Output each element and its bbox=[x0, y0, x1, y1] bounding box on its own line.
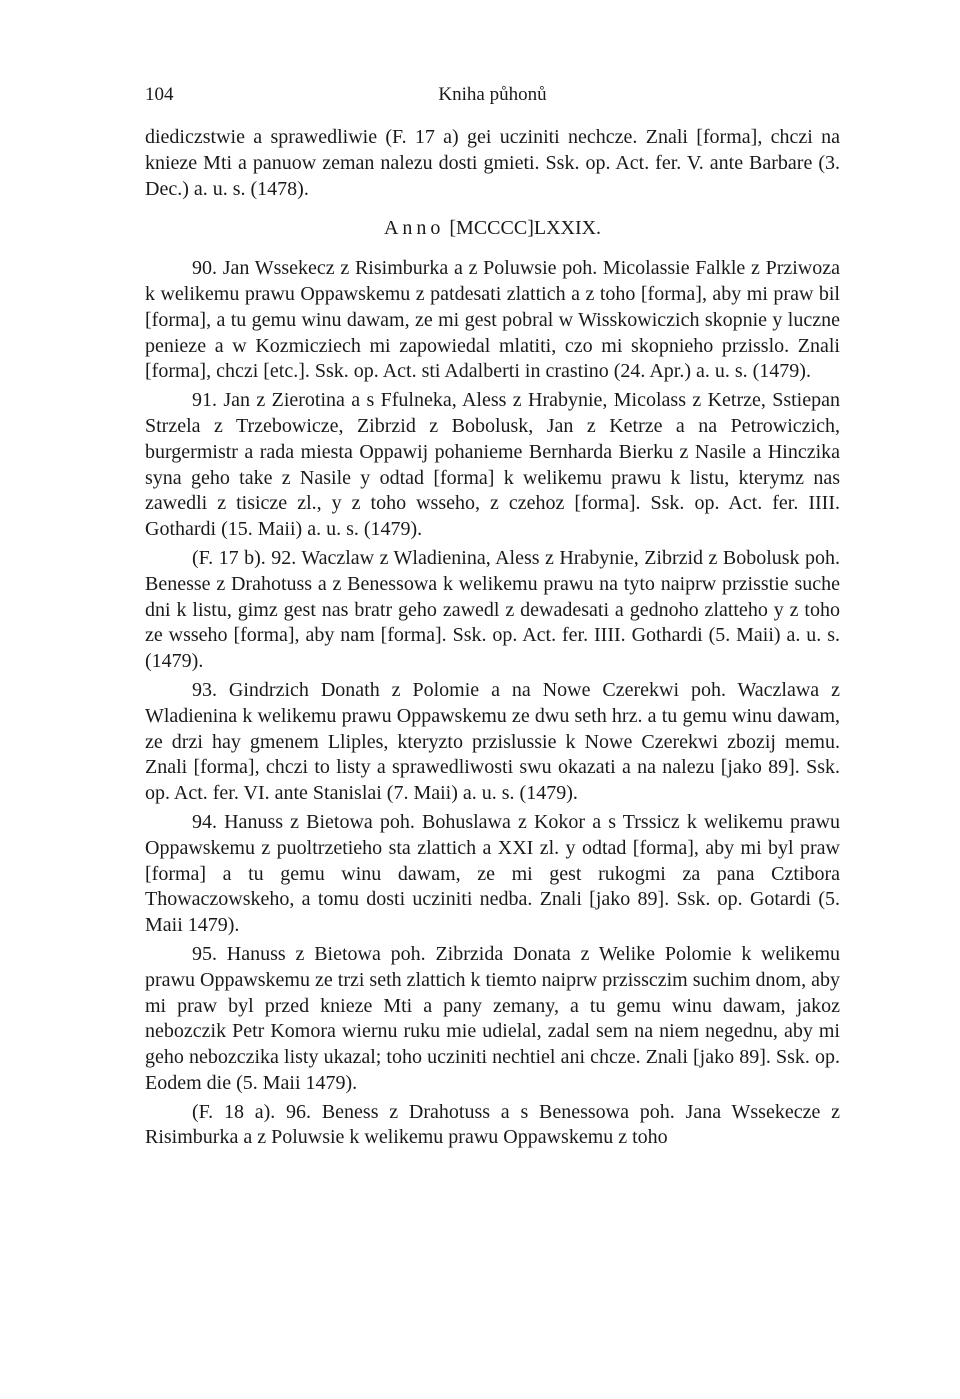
folio-marker: (F. 18 a). bbox=[192, 1100, 276, 1123]
entry-95: 95. Hanuss z Bietowa poh. Zibrzida Donata z Welike Polomie k welikemu prawu Oppawskemu ze trzi seth zlattich k tiemto naiprw przissczim suchim dnom, aby mi praw byl przed knieze Mti a pany zemany, a tu gemu winu dawam, jakoz nebozczik Petr Komora wiernu ruku mie udielal, zadal sem na niem negednu, aby mi geho nebozczika listy ukazal; toho ucziniti nechtiel ani chcze. Znali [jako 89]. Ssk. op. Eodem die (5. Maii 1479). bbox=[145, 942, 840, 1094]
continued-paragraph: diediczstwie a sprawedliwie (F. 17 a) gei ucziniti nechcze. Znali [forma], chczi na knieze Mti a panuow zeman nalezu dosti gmieti. Ssk. op. Act. fer. V. ante Barbare (3. Dec.) a. u. s. (1478). bbox=[145, 126, 840, 200]
entry-96-text: 96. Beness z Drahotuss a s Benessowa poh. Jana Wssekecze z Risimburka a z Poluwsie k welikemu prawu Oppawskemu z toho bbox=[145, 1100, 840, 1149]
entry-96 bbox=[145, 1100, 840, 1152]
year-heading-number: [MCCCC]LXXIX. bbox=[449, 217, 602, 240]
body-text bbox=[145, 125, 840, 1154]
year-heading bbox=[145, 216, 840, 242]
entry-90: 90. Jan Wssekecz z Risimburka a z Poluwsie poh. Micolassie Falkle z Prziwoza k welikemu prawu Oppawskemu z patdesati zlattich a z toho [forma], aby mi praw bil [forma], a tu gemu winu dawam, ze mi gest pobral w Wisskowiczich skopnie y luczne penieze a w Kozmicziech mi zapowiedal mlatiti, czo mi skopnieho przisslo. Znali [forma], chczi [etc.]. Ssk. op. Act. sti Adalberti in crastino (24. Apr.) a. u. s. (1479). bbox=[145, 257, 840, 383]
entry-91: 91. Jan z Zierotina a s Ffulneka, Aless z Hrabynie, Micolass z Ketrze, Sstiepan Strzela z Trzebowicze, Zibrzid z Bobolusk, Jan z Ketrze a na Petrowiczich, burgermistr a rada miesta Oppawij pohanieme Bernharda Bierku z Nasile a Hinczika syna geho take z Nasile y odtad [forma] k welikemu prawu k listu, kterymz nas zawedli z tisicze zl., y z toho wsseho, z czehoz [forma]. Ssk. op. Act. fer. IIII. Gothardi (15. Maii) a. u. s. (1479). bbox=[145, 389, 840, 541]
year-heading-word: Anno bbox=[383, 217, 445, 240]
page-number: 104 bbox=[145, 84, 174, 105]
running-title: Kniha půhonů bbox=[438, 84, 547, 105]
entry-93: 93. Gindrzich Donath z Polomie a na Nowe Czerekwi poh. Waczlawa z Wladienina k welikemu prawu Oppawskemu ze dwu seth hrz. a tu gemu winu dawam, ze drzi hay gmenem Lliples, kteryzto przislussie k Nowe Czerekwi zbozij memu. Znali [forma], chczi to listy a sprawedliwosti swu okazati a na nalezu [jako 89]. Ssk. op. Act. fer. VI. ante Stanislai (7. Maii) a. u. s. (1479). bbox=[145, 678, 840, 805]
running-head bbox=[145, 80, 840, 110]
entry-92 bbox=[145, 546, 840, 675]
entry-92-text: 92. Waczlaw z Wladienina, Aless z Hrabynie, Zibrzid z Bobolusk poh. Benesse z Drahotuss a z Benessowa k welikemu prawu na tyto naiprw przisstie suche dni k listu, gimz gest nas bratr geho zawedl z dewadesati a gednoho zlatteho y z toho ze wsseho [forma], aby nam [forma]. Ssk. op. Act. fer. IIII. Gothardi (5. Maii) a. u. s. (1479). bbox=[145, 546, 840, 673]
folio-marker: (F. 17 b). bbox=[192, 546, 266, 569]
entry-94: 94. Hanuss z Bietowa poh. Bohuslawa z Kokor a s Trssicz k welikemu prawu Oppawskemu z puoltrzetieho sta zlattich a XXI zl. y odtad [forma], aby mi byl praw [forma] a tu gemu winu dawam, ze mi gest rukogmi za pana Cztibora Thowaczowskeho, a tomu dosti ucziniti nedba. Znali [jako 89]. Ssk. op. Gotardi (5. Maii 1479). bbox=[145, 810, 840, 937]
